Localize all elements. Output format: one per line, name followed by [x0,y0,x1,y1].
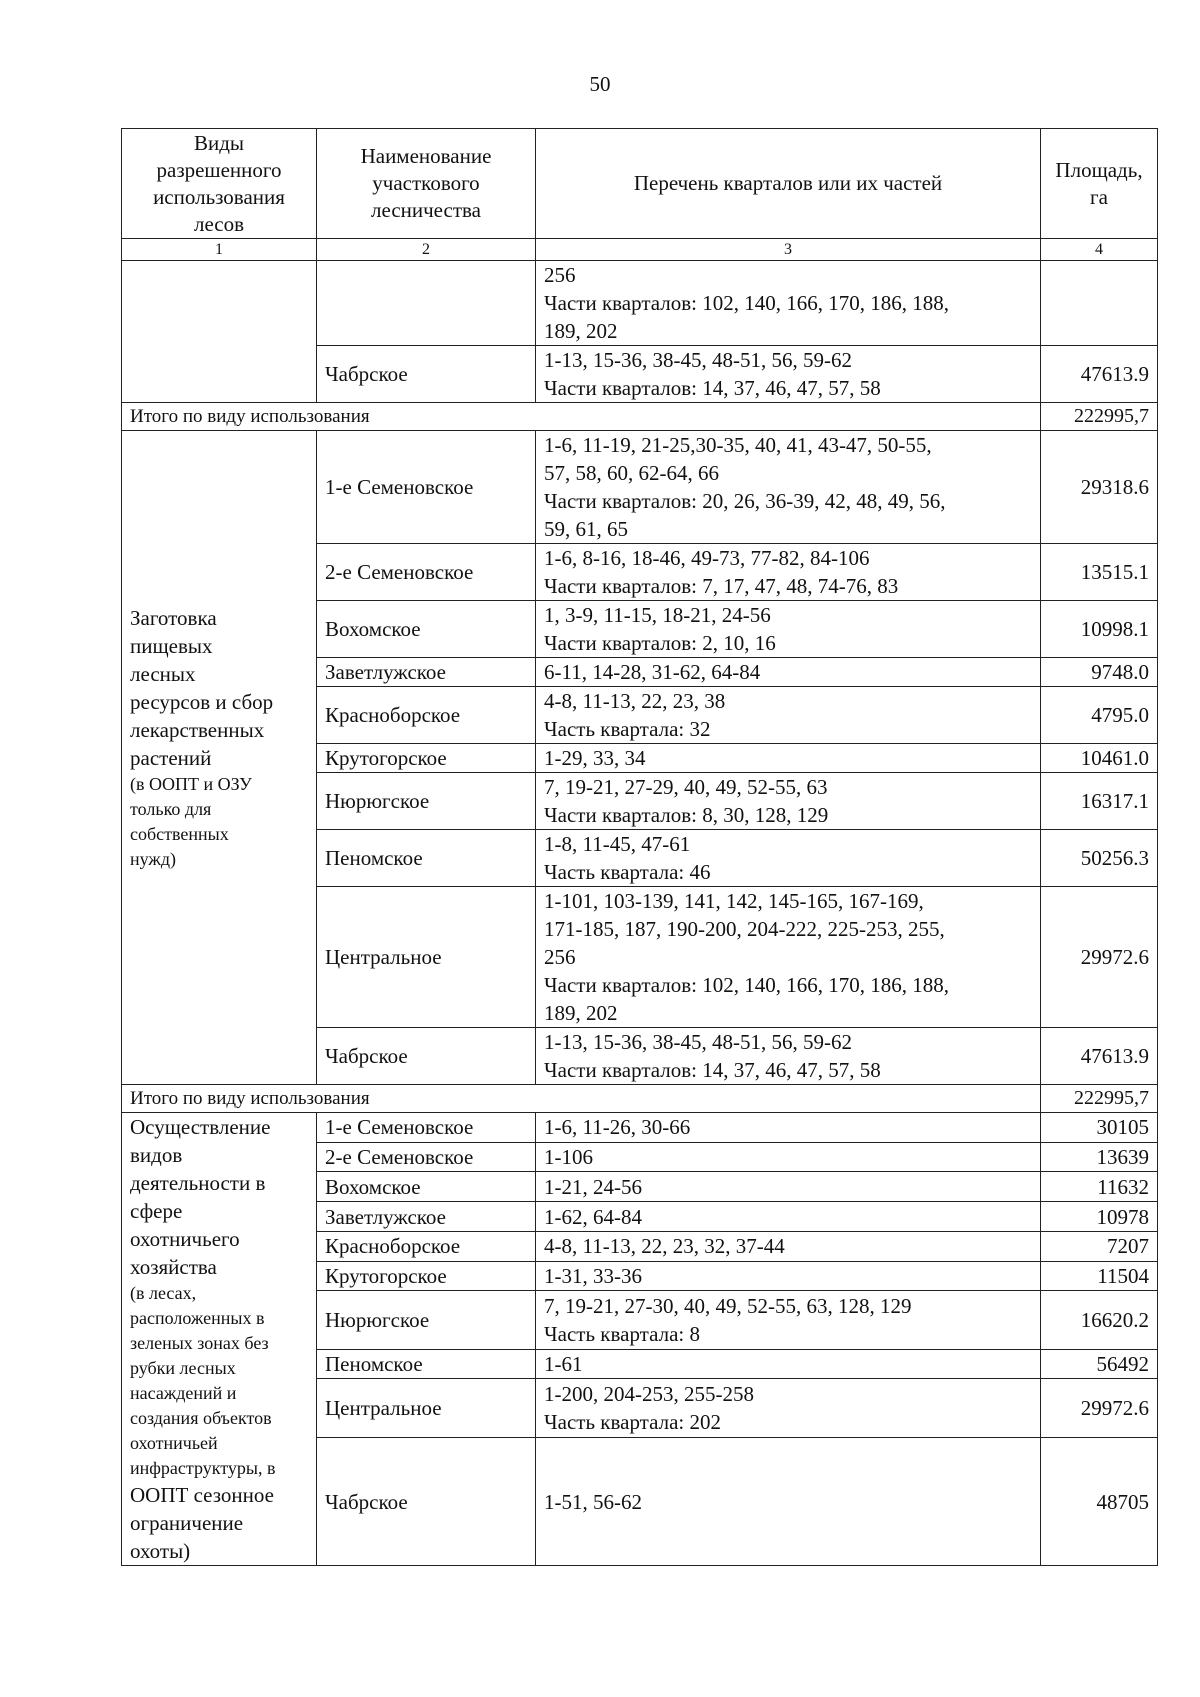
column-number: 3 [536,239,1041,261]
text-line: Части кварталов: 20, 26, 36-39, 42, 48, 49, 56, [544,489,946,513]
text-line: Части кварталов: 8, 30, 128, 129 [544,803,829,827]
forestry-name: Вохомское [317,601,536,658]
quarters-list [536,1349,1041,1379]
text-line: хозяйства [130,1255,217,1279]
text-line: 4-8, 11-13, 22, 23, 32, 37-44 [544,1234,785,1259]
text-line: деятельности в [130,1171,266,1195]
area-value: 13515.1 [1041,544,1158,601]
text-line: Части кварталов: 102, 140, 166, 170, 186, 188, [544,973,950,997]
area-value: 29972.6 [1041,1379,1158,1438]
header-forestry-name: Наименование участкового лесничества [317,129,536,239]
quarters-list [536,687,1041,744]
forestry-name: Крутогорское [317,744,536,773]
quarters-list [536,346,1041,403]
quarters-list [536,744,1041,773]
forestry-name: 1-е Семеновское [317,431,536,544]
text-line: Часть квартала: 202 [544,1410,722,1435]
total-value: 222995,7 [1041,1085,1158,1113]
text-line: лесных [130,661,196,686]
area-value: 10461.0 [1041,744,1158,773]
text-line: пищевых [130,633,213,658]
text-line: 7, 19-21, 27-30, 40, 49, 52-55, 63, 128, 129 [544,1294,912,1319]
text-line: 1-51, 56-62 [544,1489,642,1514]
text-line: Часть квартала: 46 [544,860,711,884]
page-number: 50 [589,72,611,96]
forestry-name: Заветлужское [317,1202,536,1232]
text-line: Части кварталов: 102, 140, 166, 170, 186, 188, [544,291,950,315]
text-line: видов [130,1143,183,1167]
area-value: 16620.2 [1041,1291,1158,1349]
text-line: 1-6, 11-26, 30-66 [544,1115,691,1140]
text-line: 189, 202 [544,319,618,343]
header-quarters-list: Перечень кварталов или их частей [536,129,1041,239]
forestry-name [317,261,536,346]
total-row [122,403,1158,431]
forestry-name: Центральное [317,887,536,1028]
text-line: 4-8, 11-13, 22, 23, 38 [544,689,726,713]
quarters-list [536,1172,1041,1202]
forest-use-table [121,128,1158,1566]
forestry-name: 2-е Семеновское [317,1142,536,1172]
text-line: 256 [544,945,576,969]
text-line: лекарственных [130,717,265,742]
text-line: ресурсов и сбор [130,689,274,714]
forestry-name: Пеномское [317,830,536,887]
quarters-list [536,1202,1041,1232]
quarters-list [536,830,1041,887]
text-line: растений [130,745,212,770]
quarters-list [536,1028,1041,1085]
quarters-list [536,601,1041,658]
forestry-name: Крутогорское [317,1261,536,1291]
text-line: 256 [544,263,576,287]
quarters-list [536,1142,1041,1172]
area-value: 30105 [1041,1113,1158,1143]
text-line: (в лесах, [130,1283,197,1303]
quarters-list [536,1261,1041,1291]
text-line: 1-21, 24-56 [544,1174,642,1199]
area-value: 47613.9 [1041,1028,1158,1085]
text-line: Части кварталов: 2, 10, 16 [544,631,776,655]
text-line: Части кварталов: 14, 37, 46, 47, 57, 58 [544,1058,881,1082]
area-value: 16317.1 [1041,773,1158,830]
area-value: 13639 [1041,1142,1158,1172]
text-line: охотничьего [130,1227,240,1251]
text-line: 1-8, 11-45, 47-61 [544,832,691,856]
text-line: 1-31, 33-36 [544,1263,642,1288]
quarters-list [536,887,1041,1028]
text-line: 57, 58, 60, 62-64, 66 [544,461,719,485]
text-line: охоты) [130,1539,191,1563]
area-value: 9748.0 [1041,658,1158,687]
forestry-name: 2-е Семеновское [317,544,536,601]
text-line: 1-101, 103-139, 141, 142, 145-165, 167-169, [544,889,924,913]
area-value: 56492 [1041,1349,1158,1379]
quarters-list [536,773,1041,830]
text-line: Части кварталов: 7, 17, 47, 48, 74-76, 83 [544,574,899,598]
area-value: 48705 [1041,1438,1158,1566]
text-line: собственных [130,823,229,844]
text-line: ограничение [130,1511,244,1535]
forestry-name: Нюрюгское [317,1291,536,1349]
forestry-name: Чабрское [317,346,536,403]
text-line: 1-13, 15-36, 38-45, 48-51, 56, 59-62 [544,348,852,372]
total-row [122,1085,1158,1113]
text-line: (в ООПТ и ОЗУ [130,773,252,794]
forestry-name: Вохомское [317,1172,536,1202]
text-line: 1-6, 11-19, 21-25,30-35, 40, 41, 43-47, 50-55, [544,433,932,457]
text-line: 1-29, 33, 34 [544,746,646,770]
text-line: Заготовка [130,605,217,630]
forestry-name: Пеномское [317,1349,536,1379]
text-line: Часть квартала: 32 [544,717,711,741]
column-number-row [122,239,1158,261]
quarters-list [536,1291,1041,1349]
forestry-name: Нюрюгское [317,773,536,830]
text-line: расположенных в [130,1308,265,1328]
area-value: 7207 [1041,1231,1158,1261]
forestry-name: Чабрское [317,1438,536,1566]
text-line: зеленых зонах без [130,1333,269,1353]
text-line: 1-6, 8-16, 18-46, 49-73, 77-82, 84-106 [544,546,870,570]
text-line: сфере [130,1199,183,1223]
text-line: нужд) [130,848,176,869]
text-line: создания объектов [130,1408,272,1428]
text-line: охотничьей [130,1433,218,1453]
text-line: 1, 3-9, 11-15, 18-21, 24-56 [544,603,771,627]
quarters-list [536,658,1041,687]
text-line: Части кварталов: 14, 37, 46, 47, 57, 58 [544,376,881,400]
text-line: Осуществление [130,1115,271,1139]
usage-type [122,431,317,1085]
table-row [122,1113,1158,1143]
forestry-name: Красноборское [317,687,536,744]
forestry-name: Чабрское [317,1028,536,1085]
quarters-list [536,544,1041,601]
text-line: 7, 19-21, 27-29, 40, 49, 52-55, 63 [544,775,828,799]
text-line: Часть квартала: 8 [544,1322,701,1347]
total-value: 222995,7 [1041,403,1158,431]
area-value: 29972.6 [1041,887,1158,1028]
usage-type [122,1113,317,1566]
text-line: насаждений и [130,1383,237,1403]
area-value: 10998.1 [1041,601,1158,658]
usage-type-continued [122,261,317,403]
table-row [122,431,1158,544]
quarters-list [536,1438,1041,1566]
header-usage-type: Виды разрешенного использования лесов [122,129,317,239]
area-value: 47613.9 [1041,346,1158,403]
quarters-list [536,1379,1041,1438]
text-line: 1-200, 204-253, 255-258 [544,1382,754,1407]
column-number: 1 [122,239,317,261]
forestry-name: 1-е Семеновское [317,1113,536,1143]
forestry-name: Красноборское [317,1231,536,1261]
text-line: 6-11, 14-28, 31-62, 64-84 [544,660,761,684]
usage-type-text [130,604,308,872]
area-value: 11504 [1041,1261,1158,1291]
header-row [122,129,1158,239]
forestry-name: Центральное [317,1379,536,1438]
area-value [1041,261,1158,346]
quarters-list [536,1113,1041,1143]
text-line: 1-106 [544,1145,593,1170]
column-number: 4 [1041,239,1158,261]
quarters-list [536,1231,1041,1261]
area-value: 11632 [1041,1172,1158,1202]
area-value: 4795.0 [1041,687,1158,744]
area-value: 10978 [1041,1202,1158,1232]
quarters-list [536,261,1041,346]
text-line: 1-62, 64-84 [544,1204,642,1229]
text-line: 171-185, 187, 190-200, 204-222, 225-253, 255, [544,917,945,941]
quarters-list [536,431,1041,544]
text-line: ООПТ сезонное [130,1483,274,1507]
text-line: рубки лесных [130,1358,236,1378]
total-label: Итого по виду использования [122,1085,1041,1113]
table-row [122,261,1158,346]
text-line: только для [130,798,212,819]
text-line: 189, 202 [544,1001,618,1025]
total-label: Итого по виду использования [122,403,1041,431]
area-value: 50256.3 [1041,830,1158,887]
text-line: 1-61 [544,1352,583,1377]
header-area: Площадь, га [1041,129,1158,239]
forestry-name: Заветлужское [317,658,536,687]
text-line: инфраструктуры, в [130,1458,276,1478]
text-line: 59, 61, 65 [544,517,628,541]
column-number: 2 [317,239,536,261]
area-value: 29318.6 [1041,431,1158,544]
text-line: 1-13, 15-36, 38-45, 48-51, 56, 59-62 [544,1030,852,1054]
